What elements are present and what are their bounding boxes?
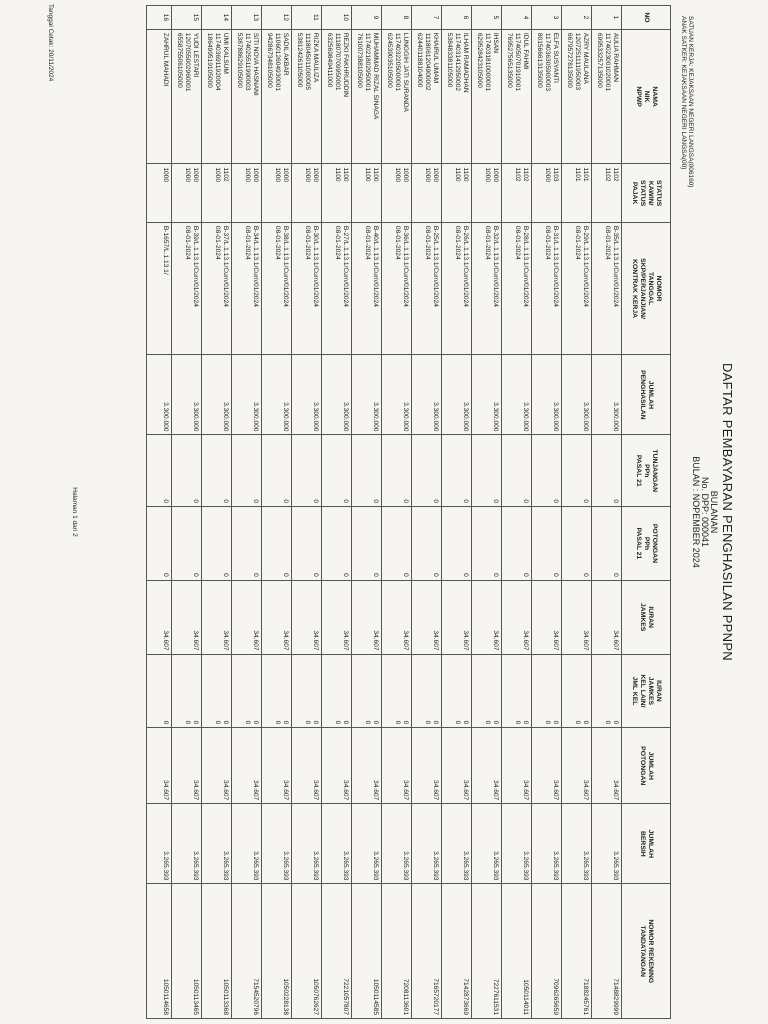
account-number: 1050114585 (352, 884, 382, 1019)
col-income: JUMLAH PENGHASILAN (622, 355, 671, 435)
account-number: 1050762627 (292, 884, 322, 1019)
tax-deduction: 0 (232, 507, 262, 581)
account-number: 1050228138 (262, 884, 292, 1019)
tax-allowance: 0 (592, 435, 622, 507)
row-number: 14 (202, 6, 232, 30)
employee-identity: AULIA RAHMAN 1174023001020001 699533257135000 (592, 29, 622, 163)
row-number: 7 (412, 6, 442, 30)
work-unit: SATUAN KERJA: KEJAKSAAN NEGERI LANGSA(006160) (687, 16, 694, 188)
employee-identity: ZAHRUL MAHADI (147, 29, 172, 163)
table-row (172, 6, 202, 1019)
row-number: 9 (352, 6, 382, 30)
employee-identity: MUHAMMAD RIZAL SINAGA 1174021802950001 761007388105000 (352, 29, 382, 163)
income-amount: 3.300.000 (502, 355, 532, 435)
tax-allowance: 0 (172, 435, 202, 507)
jamkes-family: 0 0 (172, 654, 202, 728)
contract-reference: B-34/L.1.13.1/Cum/01/2024 08-01-2024 (232, 222, 262, 354)
contract-reference: B-38/L.1.13.1/Cum/01/2024 08-01-2024 (262, 222, 292, 354)
marital-tax-status: 1000 1000 (172, 164, 202, 223)
contract-reference: B-1657/L.1.13.1/ (147, 222, 172, 354)
jamkes-contribution: 34.607 (262, 580, 292, 654)
jamkes-family: 0 0 (442, 654, 472, 728)
income-amount: 3.300.000 (262, 355, 292, 435)
income-amount: 3.300.000 (172, 355, 202, 435)
tax-allowance: 0 (147, 435, 172, 507)
marital-tax-status: 1102 1000 (202, 164, 232, 223)
net-amount: 3.265.393 (292, 804, 322, 884)
marital-tax-status: 1100 1100 (322, 164, 352, 223)
tax-allowance: 0 (502, 435, 532, 507)
marital-tax-status: 1000 1000 (262, 164, 292, 223)
row-number: 5 (472, 6, 502, 30)
jamkes-family: 0 0 (532, 654, 562, 728)
net-amount: 3.265.393 (352, 804, 382, 884)
jamkes-contribution: 34.607 (592, 580, 622, 654)
jamkes-family: 0 (147, 654, 172, 728)
net-amount: 3.265.393 (382, 804, 412, 884)
jamkes-family: 0 0 (502, 654, 532, 728)
income-amount: 3.300.000 (472, 355, 502, 435)
col-allowance: TUNJANGAN PPh PASAL 21 (622, 435, 671, 507)
account-number: 1050113368 (202, 884, 232, 1019)
tax-allowance: 0 (202, 435, 232, 507)
employee-identity: UMI KALSUM 1174036911920004 186499519105000 (202, 29, 232, 163)
table-row (352, 6, 382, 1019)
jamkes-family: 0 0 (232, 654, 262, 728)
col-jamkes: IURAN JAMKES (622, 580, 671, 654)
marital-tax-status: 1000 1000 (382, 164, 412, 223)
net-amount: 3.265.393 (412, 804, 442, 884)
tax-allowance: 0 (532, 435, 562, 507)
payroll-table (146, 5, 671, 1019)
print-date: Tanggal Cetak: 20/11/2024 (47, 4, 54, 82)
col-no: NO (622, 6, 671, 30)
account-number: 7221057807 (322, 884, 352, 1019)
row-number: 12 (262, 6, 292, 30)
employee-identity: ILHAM RAMADHAN 1174031412950002 538483381105000 (442, 29, 472, 163)
employee-identity: LUNGGIH JATI SURANDA 1174032205000001 624539035105000 (382, 29, 412, 163)
net-amount: 3.265.393 (322, 804, 352, 884)
employee-identity: KHAIRUL UMAM 1118061204900002 624401188104000 (412, 29, 442, 163)
col-account: NOMOR REKENING TANDATANGAN (622, 884, 671, 1019)
row-number: 10 (322, 6, 352, 30)
contract-reference: B-40/L.1.13.1/Cum/01/2024 08-01-2024 (352, 222, 382, 354)
table-row (262, 6, 292, 1019)
account-number: 7148829999 (592, 884, 622, 1019)
row-number: 2 (562, 6, 592, 30)
tax-deduction: 0 (202, 507, 232, 581)
jamkes-family: 0 0 (382, 654, 412, 728)
contract-reference: B-27/L.1.13.1/Cum/01/2024 08-01-2024 (322, 222, 352, 354)
row-number: 3 (532, 6, 562, 30)
tax-deduction: 0 (262, 507, 292, 581)
contract-reference: B-28/L.1.13.1/Cum/01/2024 08-01-2024 (502, 222, 532, 354)
table-row (472, 6, 502, 1019)
table-row (442, 6, 472, 1019)
contract-reference: B-36/L.1.13.1/Cum/01/2024 08-01-2024 (382, 222, 412, 354)
total-deduction: 34.607 (592, 728, 622, 804)
jamkes-contribution: 34.607 (202, 580, 232, 654)
table-header-row (622, 6, 671, 1019)
jamkes-contribution: 34.607 (442, 580, 472, 654)
net-amount: 3.265.393 (172, 804, 202, 884)
marital-tax-status: 1000 1000 (232, 164, 262, 223)
income-amount: 3.300.000 (382, 355, 412, 435)
income-amount: 3.300.000 (412, 355, 442, 435)
income-amount: 3.300.000 (562, 355, 592, 435)
income-amount: 3.300.000 (292, 355, 322, 435)
tax-deduction: 0 (322, 507, 352, 581)
account-number: 1050114011 (502, 884, 532, 1019)
account-number: 7142873669 (442, 884, 472, 1019)
tax-deduction: 0 (147, 507, 172, 581)
tax-allowance: 0 (442, 435, 472, 507)
total-deduction: 34.607 (232, 728, 262, 804)
contract-reference: B-32/L.1.13.1/Cum/01/2024 08-01-2024 (472, 222, 502, 354)
net-amount: 3.265.393 (202, 804, 232, 884)
total-deduction: 34.607 (382, 728, 412, 804)
jamkes-family: 0 0 (592, 654, 622, 728)
row-number: 1 (592, 6, 622, 30)
jamkes-contribution: 34.607 (532, 580, 562, 654)
employee-identity: IHSAN 1174031810000001 629528423105000 (472, 29, 502, 163)
jamkes-contribution: 34.607 (562, 580, 592, 654)
document-number: No. DPP: 000041 (700, 476, 710, 548)
table-row (292, 6, 322, 1019)
income-amount: 3.300.000 (322, 355, 352, 435)
jamkes-contribution: 34.607 (502, 580, 532, 654)
table-row (202, 6, 232, 1019)
jamkes-family: 0 0 (352, 654, 382, 728)
income-amount: 3.300.000 (592, 355, 622, 435)
jamkes-contribution: 34.607 (472, 580, 502, 654)
net-amount: 3.265.393 (472, 804, 502, 884)
tax-deduction: 0 (472, 507, 502, 581)
employee-identity: REZKI FAKHRUDDIN 1118070709950001 632569849411000 (322, 29, 352, 163)
tax-deduction: 0 (502, 507, 532, 581)
employee-identity: SITI NOVA HASNANI 1174025511990003 538788629105000 (232, 29, 262, 163)
total-deduction: 34.607 (202, 728, 232, 804)
col-deduction: POTONGAN PPh PASAL 21 (622, 507, 671, 581)
total-deduction: 34.607 (292, 728, 322, 804)
tax-allowance: 0 (232, 435, 262, 507)
jamkes-family: 0 0 (202, 654, 232, 728)
jamkes-contribution: 34.607 (412, 580, 442, 654)
period-type: BULANAN (709, 490, 719, 534)
jamkes-contribution: 34.607 (292, 580, 322, 654)
employee-identity: YUDI LESTARI 1207055002960001 655875506105000 (172, 29, 202, 163)
row-number: 6 (442, 6, 472, 30)
col-status: STATUS KAWIN/ STATUS PAJAK (622, 164, 671, 223)
marital-tax-status: 1100 1100 (352, 164, 382, 223)
net-amount: 3.265.393 (562, 804, 592, 884)
employee-identity: AZRY MAULANA 1207251111950003 667957278135000 (562, 29, 592, 163)
jamkes-contribution: 34.607 (147, 580, 172, 654)
employee-identity: SADIL AKBAR 1106012604930001 942867348105000 (262, 29, 292, 163)
account-number: 1050114658 (147, 884, 172, 1019)
col-name: NAMA NIK NPWP (622, 29, 671, 163)
account-number: 7165720177 (412, 884, 442, 1019)
income-amount: 3.300.000 (202, 355, 232, 435)
page-number: Halaman 1 dari 2 (71, 487, 78, 537)
jamkes-contribution: 34.607 (172, 580, 202, 654)
contract-reference: B-30/L.1.13.1/Cum/01/2024 08-01-2024 (292, 222, 322, 354)
jamkes-contribution: 34.607 (352, 580, 382, 654)
tax-allowance: 0 (412, 435, 442, 507)
table-row (232, 6, 262, 1019)
jamkes-family: 0 0 (292, 654, 322, 728)
row-number: 11 (292, 6, 322, 30)
income-amount: 3.300.000 (352, 355, 382, 435)
tax-allowance: 0 (472, 435, 502, 507)
tax-allowance: 0 (352, 435, 382, 507)
contract-reference: B-39/L.1.13.1/Cum/01/2024 08-01-2024 (172, 222, 202, 354)
marital-tax-status: 1102 1102 (592, 164, 622, 223)
table-row (322, 6, 352, 1019)
marital-tax-status: 1000 1000 (472, 164, 502, 223)
tax-deduction: 0 (532, 507, 562, 581)
income-amount: 3.300.000 (232, 355, 262, 435)
employee-identity: IDUL FAHMI 1174050701910001 769527565135000 (502, 29, 532, 163)
account-number: 7208113601 (382, 884, 412, 1019)
row-number: 8 (382, 6, 412, 30)
tax-deduction: 0 (292, 507, 322, 581)
account-number: 7096265659 (532, 884, 562, 1019)
net-amount: 3.265.393 (262, 804, 292, 884)
tax-deduction: 0 (172, 507, 202, 581)
jamkes-contribution: 34.607 (382, 580, 412, 654)
marital-tax-status: 1103 1000 (532, 164, 562, 223)
col-contract: NOMOR TANGGAL SKP/PERJANJIAN/ KONTRAK KERJA (622, 222, 671, 354)
marital-tax-status: 1000 (147, 164, 172, 223)
jamkes-family: 0 0 (262, 654, 292, 728)
table-row (562, 6, 592, 1019)
tax-deduction: 0 (562, 507, 592, 581)
table-row (532, 6, 562, 1019)
table-row (147, 6, 172, 1019)
employee-identity: ELFA SUSYANTI 1174036305900003 801566613135000 (532, 29, 562, 163)
employee-identity: RIZKA MAULIZA 1118045011000005 538124261105000 (292, 29, 322, 163)
table-row (382, 6, 412, 1019)
income-amount: 3.300.000 (532, 355, 562, 435)
income-amount: 3.300.000 (442, 355, 472, 435)
account-number: 7227611531 (472, 884, 502, 1019)
contract-reference: B-29/L.1.13.1/Cum/01/2024 08-01-2024 (562, 222, 592, 354)
tax-allowance: 0 (562, 435, 592, 507)
document-month: BULAN : NOPEMBER 2024 (691, 456, 701, 568)
total-deduction: 34.607 (442, 728, 472, 804)
total-deduction: 34.607 (502, 728, 532, 804)
account-number: 1050113465 (172, 884, 202, 1019)
total-deduction: 34.607 (532, 728, 562, 804)
total-deduction: 34.607 (412, 728, 442, 804)
table-row (412, 6, 442, 1019)
income-amount: 3.300.000 (147, 355, 172, 435)
marital-tax-status: 1000 1000 (412, 164, 442, 223)
total-deduction: 34.607 (472, 728, 502, 804)
tax-allowance: 0 (292, 435, 322, 507)
account-number: 7188245761 (562, 884, 592, 1019)
jamkes-family: 0 0 (562, 654, 592, 728)
total-deduction: 34.607 (262, 728, 292, 804)
jamkes-contribution: 34.607 (232, 580, 262, 654)
page-title: DAFTAR PEMBAYARAN PENGHASILAN PPNPN (720, 362, 735, 661)
tax-deduction: 0 (442, 507, 472, 581)
contract-reference: B-31/L.1.13.1/Cum/01/2024 08-01-2024 (532, 222, 562, 354)
jamkes-contribution: 34.607 (322, 580, 352, 654)
contract-reference: B-35/L.1.13.1/Cum/01/2024 08-01-2024 (592, 222, 622, 354)
col-net: JUMLAH BERSIH (622, 804, 671, 884)
marital-tax-status: 1100 1100 (442, 164, 472, 223)
marital-tax-status: 1102 1102 (502, 164, 532, 223)
row-number: 13 (232, 6, 262, 30)
account-number: 7154520796 (232, 884, 262, 1019)
contract-reference: B-25/L.1.13.1/Cum/01/2024 08-01-2024 (412, 222, 442, 354)
tax-allowance: 0 (262, 435, 292, 507)
net-amount: 3.265.393 (592, 804, 622, 884)
net-amount: 3.265.393 (532, 804, 562, 884)
table-row (502, 6, 532, 1019)
row-number: 15 (172, 6, 202, 30)
net-amount: 3.265.393 (502, 804, 532, 884)
col-jamkes-other: IURAN JAMKES KEL LAIN/ JML KEL (622, 654, 671, 728)
net-amount: 3.265.393 (442, 804, 472, 884)
row-number: 16 (147, 6, 172, 30)
table-row (592, 6, 622, 1019)
contract-reference: B-26/L.1.13.1/Cum/01/2024 08-01-2024 (442, 222, 472, 354)
total-deduction: 34.607 (352, 728, 382, 804)
tax-deduction: 0 (412, 507, 442, 581)
col-total-deduction: JUMLAH POTONGAN (622, 728, 671, 804)
tax-allowance: 0 (322, 435, 352, 507)
total-deduction: 34.607 (147, 728, 172, 804)
tax-allowance: 0 (382, 435, 412, 507)
jamkes-family: 0 0 (472, 654, 502, 728)
jamkes-family: 0 0 (412, 654, 442, 728)
sub-work-unit: ANAK SATKER: KEJAKSAAN NEGERI LANGSA(00) (680, 16, 687, 170)
jamkes-family: 0 0 (322, 654, 352, 728)
marital-tax-status: 1000 1000 (292, 164, 322, 223)
tax-deduction: 0 (382, 507, 412, 581)
total-deduction: 34.607 (322, 728, 352, 804)
marital-tax-status: 1101 1101 (562, 164, 592, 223)
tax-deduction: 0 (592, 507, 622, 581)
total-deduction: 34.607 (562, 728, 592, 804)
tax-deduction: 0 (352, 507, 382, 581)
net-amount: 3.265.393 (232, 804, 262, 884)
row-number: 4 (502, 6, 532, 30)
net-amount: 3.265.393 (147, 804, 172, 884)
total-deduction: 34.607 (172, 728, 202, 804)
contract-reference: B-37/L.1.13.1/Cum/01/2024 08-01-2024 (202, 222, 232, 354)
